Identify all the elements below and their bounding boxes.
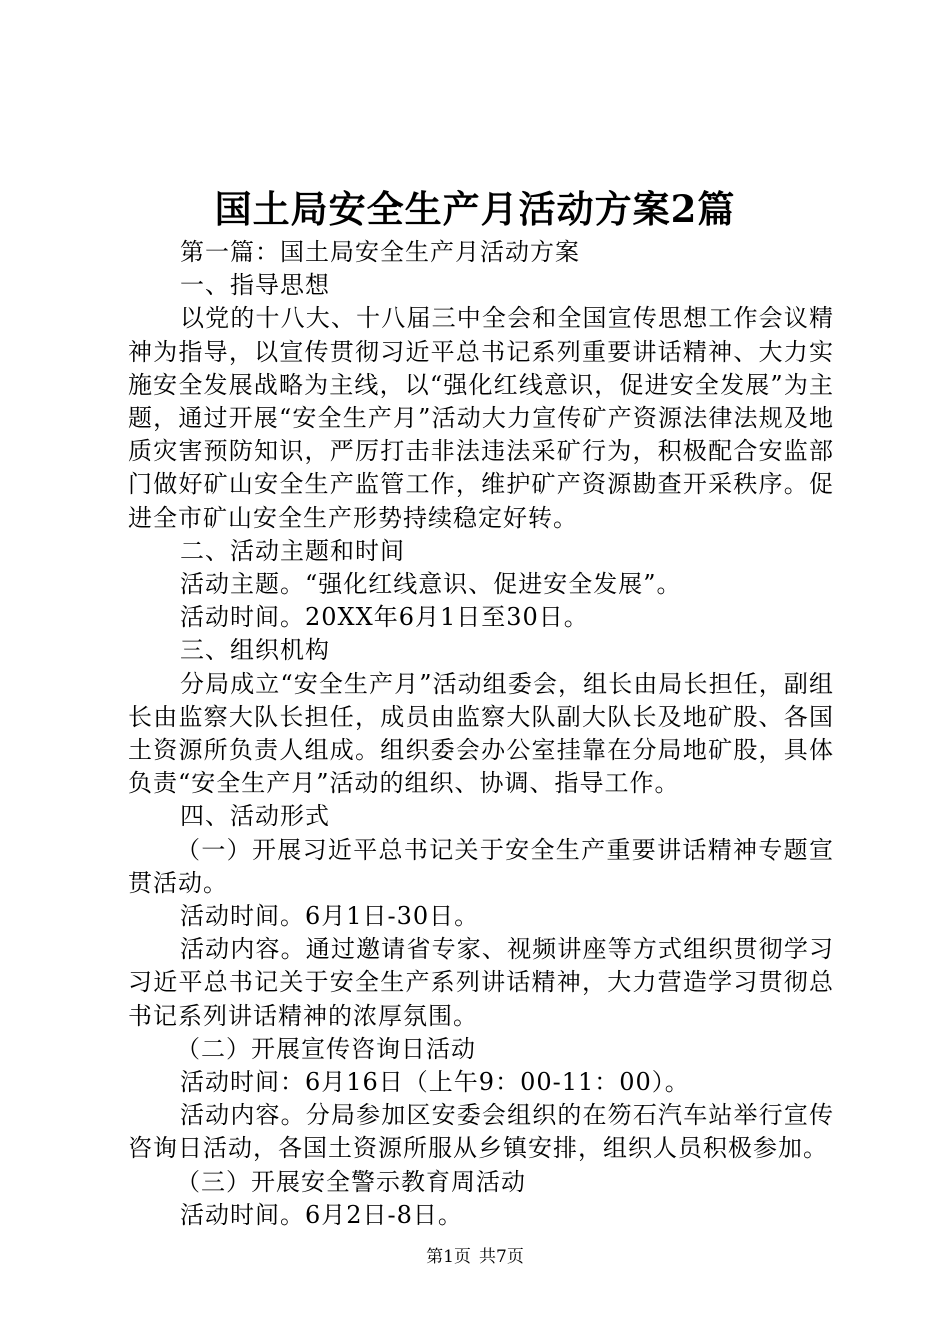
section-heading-organization: 三、组织机构	[180, 636, 330, 665]
paragraph-activity-time-three: 活动时间。6月2日-8日。	[180, 1200, 463, 1229]
paragraph-activity-theme: 活动主题。“强化红线意识、促进安全发展”。	[180, 570, 682, 599]
paragraph-guiding-ideology: 以党的十八大、十八届三中全会和全国宣传思想工作会议精神为指导，以宣传贯彻习近平总书记系列重要讲话精神、大力实施安全发展战略为主线，以“强化红线意识，促进安全发展”为主题，通过开展“安全生产月”活动大力宣传矿产资源法律法规及地质灾害预防知识，严厉打击非法违法采矿行为，积极配合安监部门做好矿山安全生产监管工作，维护矿产资源勘查开采秩序。促进全市矿山安全生产形势持续稳定好转。	[128, 304, 834, 532]
document-title: 国土局安全生产月活动方案2篇	[214, 187, 736, 231]
page-total: 共7页	[479, 1247, 524, 1267]
page-number: 第1页	[426, 1247, 471, 1267]
subsection-heading-two: （二）开展宣传咨询日活动	[176, 1034, 476, 1063]
subsection-heading-one: （一）开展习近平总书记关于安全生产重要讲话精神专题宣贯活动。	[128, 835, 834, 897]
paragraph-activity-time-two: 活动时间：6月16日（上午9：00-11：00）。	[180, 1068, 690, 1097]
paragraph-activity-time: 活动时间。20XX年6月1日至30日。	[180, 603, 589, 632]
paragraph-activity-content-two: 活动内容。分局参加区安委会组织的在笏石汽车站举行宣传咨询日活动，各国土资源所服从乡镇安排，组织人员积极参加。	[128, 1101, 834, 1163]
page-footer	[0, 1246, 950, 1268]
section-heading-activity-forms: 四、活动形式	[180, 802, 330, 831]
document-body	[128, 236, 834, 1232]
subsection-heading-three: （三）开展安全警示教育周活动	[176, 1167, 526, 1196]
section-heading-theme-and-time: 二、活动主题和时间	[180, 536, 405, 565]
paragraph-organization: 分局成立“安全生产月”活动组委会，组长由局长担任，副组长由监察大队长担任，成员由监察大队副大队长及地矿股、各国土资源所负责人组成。组织委会办公室挂靠在分局地矿股，具体负责“安全生产月”活动的组织、协调、指导工作。	[128, 669, 834, 798]
paragraph-activity-content-one: 活动内容。通过邀请省专家、视频讲座等方式组织贯彻学习习近平总书记关于安全生产系列讲话精神，大力营造学习贯彻总书记系列讲话精神的浓厚氛围。	[128, 935, 834, 1030]
section-heading-part-one: 第一篇：国土局安全生产月活动方案	[180, 238, 580, 266]
section-heading-guiding-ideology: 一、指导思想	[180, 271, 330, 300]
paragraph-activity-time-one: 活动时间。6月1日-30日。	[180, 902, 480, 931]
